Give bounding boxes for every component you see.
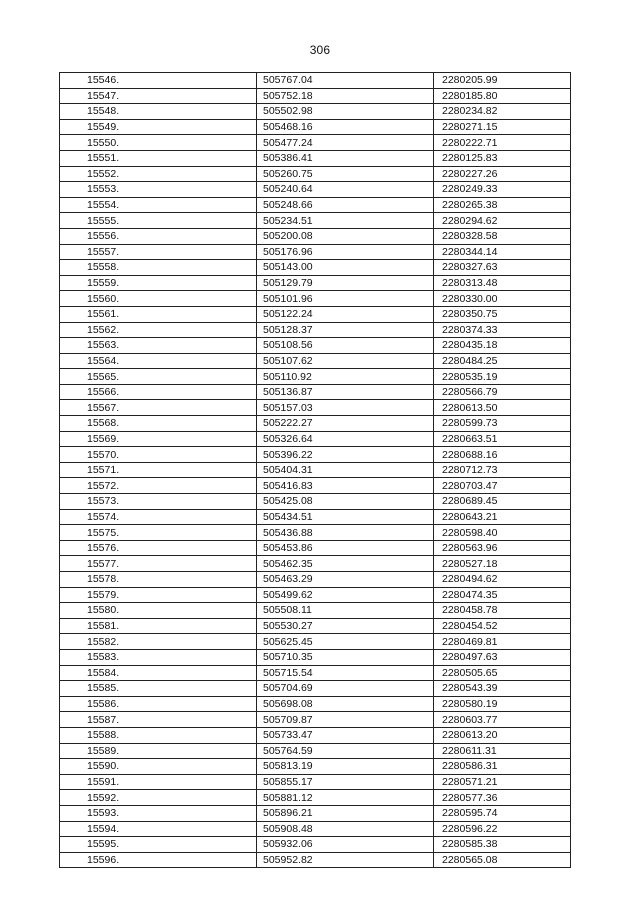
x-coordinate-cell: 505222.27 [257,416,434,432]
x-coordinate-cell: 505625.45 [257,634,434,650]
point-number-cell: 15550. [60,135,257,151]
table-row [60,525,571,541]
point-number-cell: 15580. [60,603,257,619]
table-row [60,353,571,369]
table-row [60,244,571,260]
y-coordinate-cell: 2280205.99 [434,73,571,89]
y-coordinate-cell: 2280598.40 [434,525,571,541]
point-number-cell: 15569. [60,431,257,447]
x-coordinate-cell: 505240.64 [257,182,434,198]
point-number-cell: 15588. [60,727,257,743]
point-number-cell: 15573. [60,494,257,510]
y-coordinate-cell: 2280703.47 [434,478,571,494]
point-number-cell: 15576. [60,540,257,556]
table-row [60,228,571,244]
x-coordinate-cell: 505932.06 [257,837,434,853]
x-coordinate-cell: 505502.98 [257,104,434,120]
table-row [60,681,571,697]
point-number-cell: 15585. [60,681,257,697]
table-row [60,634,571,650]
x-coordinate-cell: 505108.56 [257,338,434,354]
x-coordinate-cell: 505462.35 [257,556,434,572]
table-row [60,572,571,588]
x-coordinate-cell: 505248.66 [257,197,434,213]
x-coordinate-cell: 505176.96 [257,244,434,260]
y-coordinate-cell: 2280580.19 [434,696,571,712]
point-number-cell: 15581. [60,618,257,634]
point-number-cell: 15556. [60,228,257,244]
point-number-cell: 15594. [60,821,257,837]
y-coordinate-cell: 2280435.18 [434,338,571,354]
y-coordinate-cell: 2280571.21 [434,774,571,790]
table-row [60,727,571,743]
point-number-cell: 15567. [60,400,257,416]
table-row [60,696,571,712]
x-coordinate-cell: 505143.00 [257,260,434,276]
point-number-cell: 15565. [60,369,257,385]
y-coordinate-cell: 2280599.73 [434,416,571,432]
y-coordinate-cell: 2280643.21 [434,509,571,525]
y-coordinate-cell: 2280577.36 [434,790,571,806]
y-coordinate-cell: 2280469.81 [434,634,571,650]
table-row [60,821,571,837]
x-coordinate-cell: 505952.82 [257,852,434,868]
y-coordinate-cell: 2280234.82 [434,104,571,120]
table-row [60,291,571,307]
x-coordinate-cell: 505855.17 [257,774,434,790]
y-coordinate-cell: 2280688.16 [434,447,571,463]
point-number-cell: 15558. [60,260,257,276]
table-row [60,774,571,790]
x-coordinate-cell: 505157.03 [257,400,434,416]
y-coordinate-cell: 2280586.31 [434,759,571,775]
y-coordinate-cell: 2280603.77 [434,712,571,728]
point-number-cell: 15553. [60,182,257,198]
table-row [60,509,571,525]
x-coordinate-cell: 505107.62 [257,353,434,369]
point-number-cell: 15583. [60,649,257,665]
point-number-cell: 15578. [60,572,257,588]
point-number-cell: 15589. [60,743,257,759]
table-row [60,166,571,182]
x-coordinate-cell: 505499.62 [257,587,434,603]
x-coordinate-cell: 505477.24 [257,135,434,151]
x-coordinate-cell: 505436.88 [257,525,434,541]
table-row [60,338,571,354]
point-number-cell: 15591. [60,774,257,790]
x-coordinate-cell: 505530.27 [257,618,434,634]
y-coordinate-cell: 2280474.35 [434,587,571,603]
table-row [60,743,571,759]
coordinates-table-body [60,73,571,868]
y-coordinate-cell: 2280689.45 [434,494,571,510]
point-number-cell: 15559. [60,275,257,291]
point-number-cell: 15586. [60,696,257,712]
y-coordinate-cell: 2280613.50 [434,400,571,416]
x-coordinate-cell: 505136.87 [257,384,434,400]
point-number-cell: 15582. [60,634,257,650]
y-coordinate-cell: 2280185.80 [434,88,571,104]
point-number-cell: 15563. [60,338,257,354]
x-coordinate-cell: 505404.31 [257,462,434,478]
table-row [60,759,571,775]
x-coordinate-cell: 505110.92 [257,369,434,385]
table-row [60,587,571,603]
y-coordinate-cell: 2280494.62 [434,572,571,588]
point-number-cell: 15590. [60,759,257,775]
table-row [60,400,571,416]
x-coordinate-cell: 505425.08 [257,494,434,510]
x-coordinate-cell: 505698.08 [257,696,434,712]
x-coordinate-cell: 505101.96 [257,291,434,307]
x-coordinate-cell: 505881.12 [257,790,434,806]
point-number-cell: 15560. [60,291,257,307]
table-row [60,665,571,681]
y-coordinate-cell: 2280328.58 [434,228,571,244]
table-row [60,369,571,385]
y-coordinate-cell: 2280613.20 [434,727,571,743]
table-row [60,852,571,868]
point-number-cell: 15568. [60,416,257,432]
x-coordinate-cell: 505200.08 [257,228,434,244]
point-number-cell: 15574. [60,509,257,525]
y-coordinate-cell: 2280565.08 [434,852,571,868]
table-row [60,712,571,728]
y-coordinate-cell: 2280265.38 [434,197,571,213]
y-coordinate-cell: 2280344.14 [434,244,571,260]
y-coordinate-cell: 2280350.75 [434,306,571,322]
point-number-cell: 15575. [60,525,257,541]
y-coordinate-cell: 2280535.19 [434,369,571,385]
x-coordinate-cell: 505122.24 [257,306,434,322]
table-row [60,431,571,447]
table-row [60,540,571,556]
y-coordinate-cell: 2280125.83 [434,150,571,166]
x-coordinate-cell: 505386.41 [257,150,434,166]
y-coordinate-cell: 2280327.63 [434,260,571,276]
y-coordinate-cell: 2280543.39 [434,681,571,697]
y-coordinate-cell: 2280563.96 [434,540,571,556]
x-coordinate-cell: 505453.86 [257,540,434,556]
table-row [60,197,571,213]
point-number-cell: 15557. [60,244,257,260]
point-number-cell: 15555. [60,213,257,229]
table-row [60,462,571,478]
x-coordinate-cell: 505896.21 [257,805,434,821]
x-coordinate-cell: 505709.87 [257,712,434,728]
point-number-cell: 15592. [60,790,257,806]
x-coordinate-cell: 505396.22 [257,447,434,463]
table-row [60,478,571,494]
point-number-cell: 15584. [60,665,257,681]
table-row [60,603,571,619]
x-coordinate-cell: 505908.48 [257,821,434,837]
table-row [60,119,571,135]
point-number-cell: 15587. [60,712,257,728]
point-number-cell: 15551. [60,150,257,166]
point-number-cell: 15546. [60,73,257,89]
point-number-cell: 15593. [60,805,257,821]
table-row [60,150,571,166]
table-row [60,73,571,89]
table-row [60,837,571,853]
x-coordinate-cell: 505234.51 [257,213,434,229]
table-row [60,494,571,510]
x-coordinate-cell: 505715.54 [257,665,434,681]
table-row [60,322,571,338]
y-coordinate-cell: 2280458.78 [434,603,571,619]
point-number-cell: 15548. [60,104,257,120]
table-row [60,556,571,572]
y-coordinate-cell: 2280222.71 [434,135,571,151]
x-coordinate-cell: 505468.16 [257,119,434,135]
table-row [60,790,571,806]
point-number-cell: 15561. [60,306,257,322]
y-coordinate-cell: 2280271.15 [434,119,571,135]
y-coordinate-cell: 2280566.79 [434,384,571,400]
table-row [60,213,571,229]
point-number-cell: 15572. [60,478,257,494]
y-coordinate-cell: 2280330.00 [434,291,571,307]
point-number-cell: 15549. [60,119,257,135]
table-row [60,805,571,821]
coordinates-table [59,72,571,868]
x-coordinate-cell: 505326.64 [257,431,434,447]
x-coordinate-cell: 505260.75 [257,166,434,182]
table-row [60,88,571,104]
x-coordinate-cell: 505416.83 [257,478,434,494]
y-coordinate-cell: 2280663.51 [434,431,571,447]
point-number-cell: 15596. [60,852,257,868]
table-row [60,260,571,276]
x-coordinate-cell: 505128.37 [257,322,434,338]
y-coordinate-cell: 2280712.73 [434,462,571,478]
y-coordinate-cell: 2280227.26 [434,166,571,182]
x-coordinate-cell: 505129.79 [257,275,434,291]
table-row [60,618,571,634]
page-number: 306 [309,43,331,57]
y-coordinate-cell: 2280374.33 [434,322,571,338]
x-coordinate-cell: 505813.19 [257,759,434,775]
y-coordinate-cell: 2280454.52 [434,618,571,634]
x-coordinate-cell: 505733.47 [257,727,434,743]
x-coordinate-cell: 505710.35 [257,649,434,665]
point-number-cell: 15554. [60,197,257,213]
y-coordinate-cell: 2280595.74 [434,805,571,821]
y-coordinate-cell: 2280294.62 [434,213,571,229]
x-coordinate-cell: 505463.29 [257,572,434,588]
table-row [60,416,571,432]
table-row [60,182,571,198]
table-row [60,384,571,400]
x-coordinate-cell: 505704.69 [257,681,434,697]
y-coordinate-cell: 2280497.63 [434,649,571,665]
point-number-cell: 15595. [60,837,257,853]
y-coordinate-cell: 2280585.38 [434,837,571,853]
point-number-cell: 15570. [60,447,257,463]
point-number-cell: 15566. [60,384,257,400]
y-coordinate-cell: 2280313.48 [434,275,571,291]
y-coordinate-cell: 2280484.25 [434,353,571,369]
y-coordinate-cell: 2280505.65 [434,665,571,681]
point-number-cell: 15547. [60,88,257,104]
y-coordinate-cell: 2280611.31 [434,743,571,759]
y-coordinate-cell: 2280596.22 [434,821,571,837]
table-row [60,275,571,291]
table-row [60,135,571,151]
x-coordinate-cell: 505767.04 [257,73,434,89]
point-number-cell: 15577. [60,556,257,572]
x-coordinate-cell: 505764.59 [257,743,434,759]
point-number-cell: 15579. [60,587,257,603]
table-row [60,306,571,322]
y-coordinate-cell: 2280527.18 [434,556,571,572]
table-row [60,104,571,120]
x-coordinate-cell: 505508.11 [257,603,434,619]
point-number-cell: 15562. [60,322,257,338]
table-row [60,447,571,463]
table-row [60,649,571,665]
x-coordinate-cell: 505434.51 [257,509,434,525]
point-number-cell: 15552. [60,166,257,182]
point-number-cell: 15571. [60,462,257,478]
y-coordinate-cell: 2280249.33 [434,182,571,198]
point-number-cell: 15564. [60,353,257,369]
x-coordinate-cell: 505752.18 [257,88,434,104]
